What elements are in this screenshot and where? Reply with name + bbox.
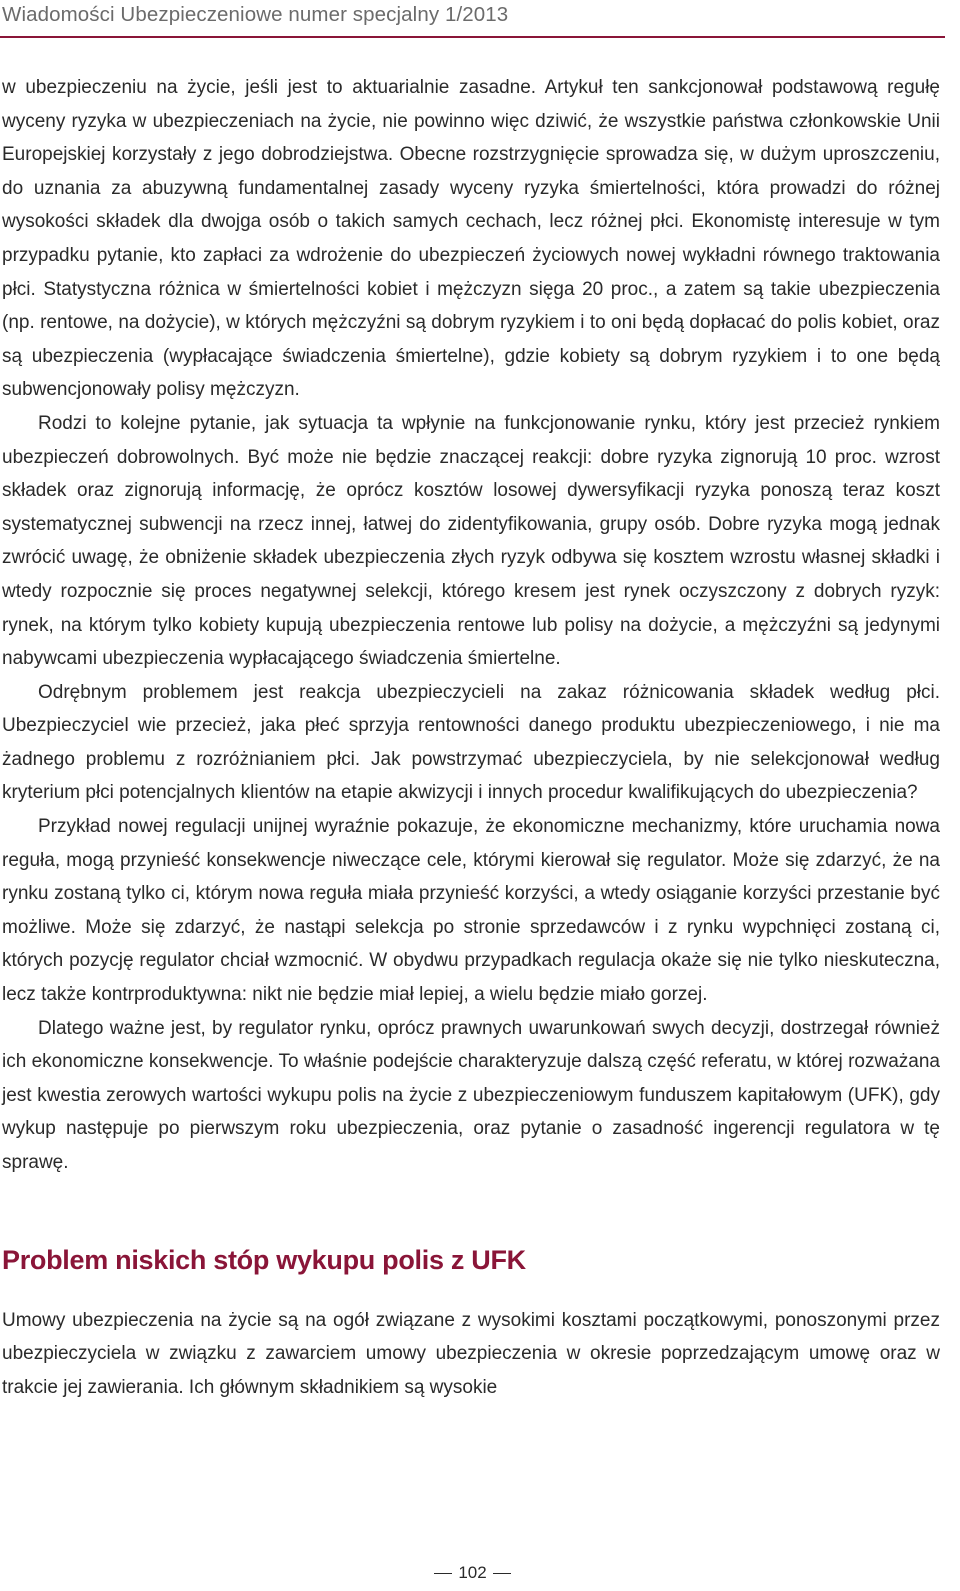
paragraph-3: Odrębnym problemem jest reakcja ubezpieczycieli na zakaz różnicowania składek według płci. Ubezpieczyciel wie przecież, jaka płeć sprzyja rentowności danego produktu ubezpieczeniowego, i nie ma żadnego problemu z rozróżnianiem płci. Jak powstrzymać ubezpieczyciela, by nie selekcjonował według kryterium płci potencjalnych klientów na etapie akwizycji i innych procedur kwalifikujących do ubezpieczenia? [2, 681, 940, 804]
paragraph-5: Dlatego ważne jest, by regulator rynku, oprócz prawnych uwarunkowań swych decyzji, dostrzegał również ich ekonomiczne konsekwencje. To właśnie podejście charakteryzuje dalszą część referatu, w której rozważana jest kwestia zerowych wartości wykupu polis na życie z ubezpieczeniowym funduszem kapitałowym (UFK), gdy wykup następuje po pierwszym roku ubezpieczenia, oraz pytanie o zasadność ingerencji regulatora w tę sprawę. [2, 1017, 940, 1173]
section-heading: Problem niskich stóp wykupu polis z UFK [2, 1244, 526, 1275]
paragraph-4: Przykład nowej regulacji unijnej wyraźnie pokazuje, że ekonomiczne mechanizmy, które uruchamia nowa reguła, mogą przynieść konsekwencje niweczące cele, którymi kierował się regulator. Może się zdarzyć, że na rynku zostaną tylko ci, którym nowa reguła miała przynieść korzyści, a wtedy osiąganie korzyści przestanie być możliwe. Może się zdarzyć, że nastąpi selekcja po stronie sprzedawców i z rynku wypchnięci zostaną ci, których pozycję regulator chciał wzmocnić. W obydwu przypadkach regulacja okaże się nie tylko nieskuteczna, lecz także kontrproduktywna: nikt nie będzie miał lepiej, a wielu będzie miało gorzej. [2, 816, 940, 1006]
footer-dash-right [493, 1573, 511, 1574]
article-body [2, 71, 940, 1404]
running-header [0, 0, 945, 38]
footer-dash-left [434, 1573, 452, 1574]
publication-title: Wiadomości Ubezpieczeniowe numer specjalny 1/2013 [2, 3, 509, 26]
section-paragraph: Umowy ubezpieczenia na życie są na ogół związane z wysokimi kosztami początkowymi, ponoszonymi przez ubezpieczyciela w związku z zawarciem umowy ubezpieczenia w okresie poprzedzającym umowę oraz w trakcie jej zawierania. Ich głównym składnikiem są wysokie [2, 1309, 940, 1398]
paragraph-2: Rodzi to kolejne pytanie, jak sytuacja ta wpłynie na funkcjonowanie rynku, który jest przecież rynkiem ubezpieczeń dobrowolnych. Być może nie będzie znaczącej reakcji: dobre ryzyka zignorują 10 proc. wzrost składek oraz zignorują informację, że oprócz kosztów losowej dywersyfikacji ryzyka ponoszą teraz koszt systematycznej subwencji na rzecz innej, łatwej do zidentyfikowania, grupy osób. Dobre ryzyka mogą jednak zwrócić uwagę, że obniżenie składek ubezpieczenia złych ryzyk odbywa się kosztem wzrostu własnej składki i wtedy rozpocznie się proces negatywnej selekcji, którego kresem jest rynek oczyszczony z dobrych ryzyk: rynek, na którym tylko kobiety kupują ubezpieczenia rentowe lub polisy na dożycie, a mężczyźni są jedynymi nabywcami ubezpieczenia wypłacającego świadczenia śmiertelne. [2, 412, 940, 670]
paragraph-1: w ubezpieczeniu na życie, jeśli jest to aktuarialnie zasadne. Artykuł ten sankcjonował podstawową regułę wyceny ryzyka w ubezpieczeniach na życie, nie powinno więc dziwić, że wszystkie państwa członkowskie Unii Europejskiej korzystały z jego dobrodziejstwa. Obecne rozstrzygnięcie sprowadza się, w dużym uproszczeniu, do uznania za abuzywną fundamentalnej zasady wyceny ryzyka śmiertelności, która prowadzi do różnej wysokości składek dla dwojga osób o takich samych cechach, lecz różnej płci. Ekonomistę interesuje w tym przypadku pytanie, kto zapłaci za wdrożenie do ubezpieczeń życiowych nowej wykładni równego traktowania płci. Statystyczna różnica w śmiertelności kobiet i mężczyzn sięga 20 proc., a zatem są takie ubezpieczenia (np. rentowe, na dożycie), w których mężczyźni są dobrym ryzykiem i to oni będą dopłacać do polis kobiet, oraz są ubezpieczenia (wypłacające świadczenia śmiertelne), gdzie kobiety są dobrym ryzykiem i to one będą subwencjonowały polisy mężczyzn. [2, 77, 940, 401]
page-footer [0, 1560, 945, 1586]
page-number: 102 [458, 1563, 487, 1582]
